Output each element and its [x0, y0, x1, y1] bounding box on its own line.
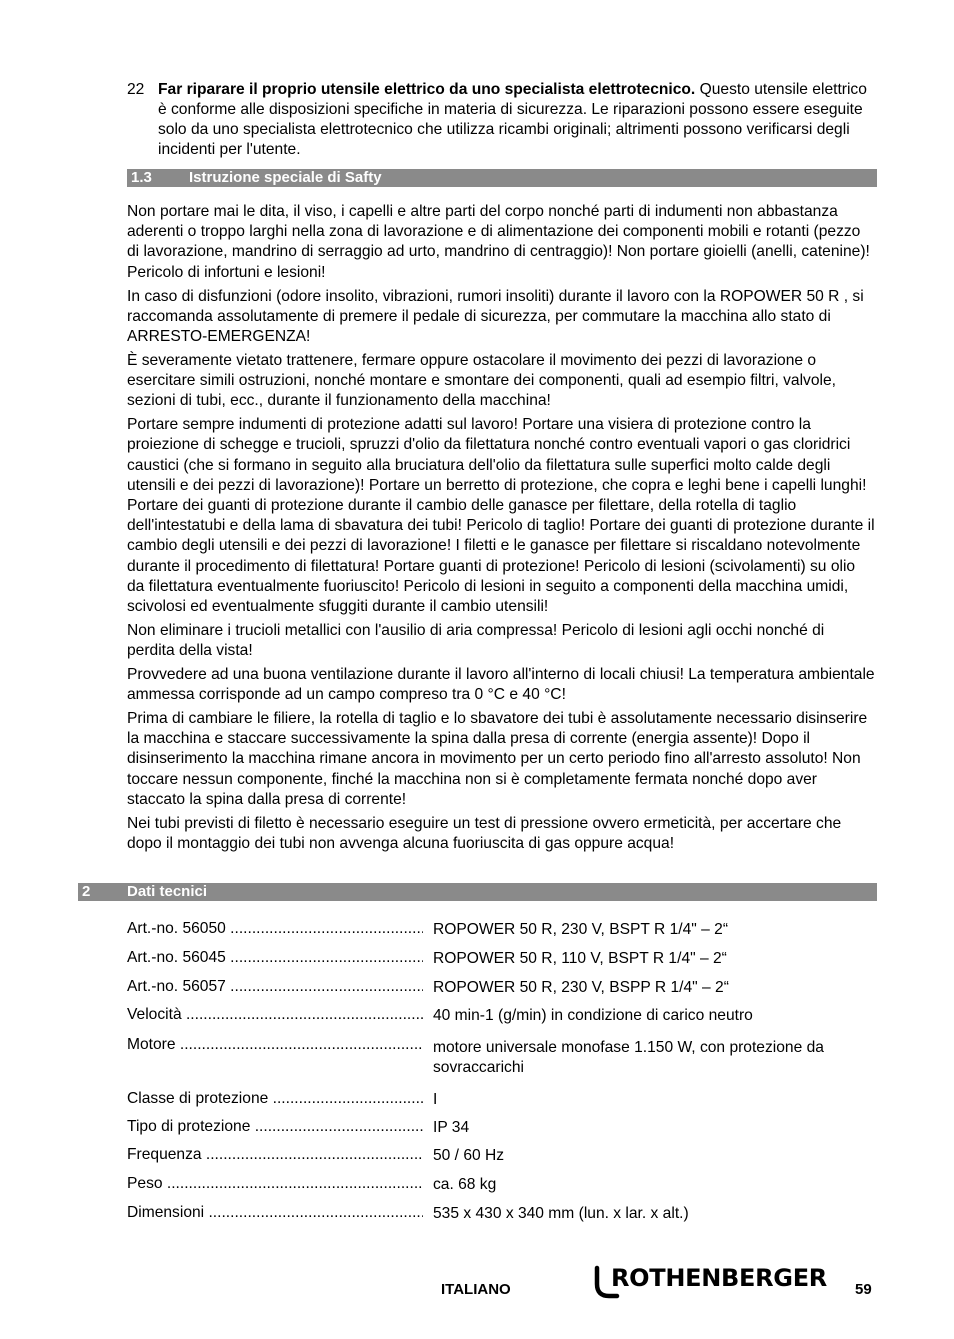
paragraph: Provvedere ad una buona ventilazione durante il lavoro all'interno di locali chiusi! La temperatura ambientale ammessa corrisponde ad un campo compreso tra 0 °C e 40 °C!	[127, 665, 875, 704]
paragraph: Prima di cambiare le filiere, la rotella di taglio e lo sbavatore dei tubi è assolutamente necessario disinserire la macchina e staccare successivamente la spina dalla presa di corrente (energia assente)! Dopo il disinserimento la macchina rimane ancora in movimento per un certo periodo fino all'arresto assoluto! Non toccare nessun componente, finché la macchina non si è completamente fermata nonché dopo aver staccato la spina dalla presa di corrente!	[127, 710, 868, 808]
spec-value: 40 min-1 (g/min) in condizione di carico neutro	[433, 1007, 753, 1024]
paragraph: Non eliminare i trucioli metallici con l'ausilio di aria compressa! Pericolo di lesioni agli occhi nonché di perdita della vista!	[127, 621, 825, 660]
paragraph: È severamente vietato trattenere, fermare oppure ostacolare il movimento dei pezzi di lavorazione o esercitare simili ostruzioni, nonché montare e smontare dei componenti, quali ad esempio filtri, valvole, sezioni di tubi, ecc., durante il funzionamento della macchina!	[127, 351, 836, 410]
paragraph: In caso di disfunzioni (odore insolito, vibrazioni, rumori insoliti) durante il lavoro con la ROPOWER 50 R , si raccomanda assolutamente di premere il pedale di sicurezza, per commutare la macchina allo stato di ARRESTO-EMERGENZA!	[127, 287, 864, 345]
item-number: 22	[127, 81, 145, 98]
spec-value: 50 / 60 Hz	[433, 1147, 505, 1164]
spec-label: Art.-no. 56045 .....	[127, 949, 423, 967]
item-text	[158, 80, 875, 160]
spec-label: Dimensioni .....	[127, 1204, 423, 1222]
safety-item-22	[127, 80, 875, 160]
footer-language: ITALIANO	[441, 1281, 511, 1298]
spec-label: Classe di protezione .....	[127, 1090, 423, 1108]
spec-value: ROPOWER 50 R, 230 V, BSPT R 1/4" – 2“	[433, 921, 729, 938]
page-number: 59	[855, 1281, 872, 1298]
spec-label: Art.-no. 56050 .....	[127, 920, 423, 938]
safety-instructions	[127, 202, 875, 858]
paragraph: Portare sempre indumenti di protezione adatti sul lavoro! Portare una visiera di protezione contro la proiezione di schegge e trucioli, spruzzi d'olio da filettatura nonché contro eventuali vapori o gas cloridrici caustici (che si formano in seguito alla bruciatura dell'olio da filettatura sulle superfici molto calde degli utensili e dei pezzi di lavorazione)! Portare un berretto di protezione, che copra e leghi bene i capelli lunghi! Portare dei guanti di protezione durante il cambio delle ganasce per filettare, della rotella di taglio dell'intestatubi e della lama di sbavatura dei tubi! Pericolo di taglio! Portare dei guanti di protezione durante il cambio degli utensili e dei pezzi di lavorazione! I filetti e le ganasce per filettare si riscaldano notevolmente durante il procedimento di filettatura! Portare guanti di protezione! Pericolo di lesioni (scivolamenti) su olio da filettatura eventualmente fuoriuscito! Pericolo di lesioni in seguito a componenti della macchina umidi, scivolosi ed eventualmente sfuggiti durante il cambio utensili!	[127, 416, 875, 615]
spec-label: Art.-no. 56057 .....	[127, 978, 423, 996]
spec-value: ca. 68 kg	[433, 1176, 497, 1193]
spec-value: ROPOWER 50 R, 110 V, BSPT R 1/4" – 2“	[433, 950, 727, 967]
spec-label: Peso .....	[127, 1175, 423, 1193]
spec-label: Motore .....	[127, 1036, 423, 1054]
section-number: 1.3	[131, 169, 152, 186]
spec-value: 535 x 430 x 340 mm (lun. x lar. x alt.)	[433, 1205, 689, 1222]
spec-label: Frequenza .....	[127, 1146, 423, 1164]
spec-value: I	[433, 1091, 438, 1108]
logo-wordmark: ROTHENBERGER	[611, 1264, 827, 1292]
section-heading-1-3	[127, 169, 877, 187]
spec-value: motore universale monofase 1.150 W, con protezione da sovraccarichi	[433, 1039, 824, 1076]
spec-label: Tipo di protezione .....	[127, 1118, 423, 1136]
paragraph: Nei tubi previsti di filetto è necessario eseguire un test di pressione ovvero ermeticità, per accertare che dopo il montaggio dei tubi non avvenga alcuna fuoriuscita di gas oppure acqua!	[127, 814, 842, 852]
spec-label: Velocità .....	[127, 1006, 423, 1024]
paragraph: Non portare mai le dita, il viso, i capelli e altre parti del corpo nonché parti di indumenti non abbastanza aderenti o troppo larghi nella zona di lavorazione e di alimentazione dei componenti mobili e rotanti (pezzo di lavorazione, mandrino di serraggio ad urto, mandrino di centraggio)! Non portare gioielli (anelli, catenine)! Pericolo di infortuni e lesioni!	[127, 203, 870, 281]
rothenberger-logo	[593, 1264, 831, 1300]
item-body: Questo utensile elettrico è conforme alle disposizioni specifiche in materia di sicurezza. Le riparazioni possono essere eseguite solo da uno specialista elettrotecnico che utilizza ricambi originali; altrimenti possono verificarsi degli incidenti per l'utente.	[158, 81, 867, 158]
spec-value: IP 34	[433, 1119, 470, 1136]
section-heading-2	[78, 883, 877, 901]
section-title: Istruzione speciale di Safty	[189, 169, 382, 186]
item-bold-lead: Far riparare il proprio utensile elettrico da uno specialista elettrotecnico.	[158, 81, 696, 98]
section-title: Dati tecnici	[127, 883, 208, 900]
spec-value: ROPOWER 50 R, 230 V, BSPP R 1/4" – 2“	[433, 979, 729, 996]
section-number: 2	[82, 883, 91, 900]
